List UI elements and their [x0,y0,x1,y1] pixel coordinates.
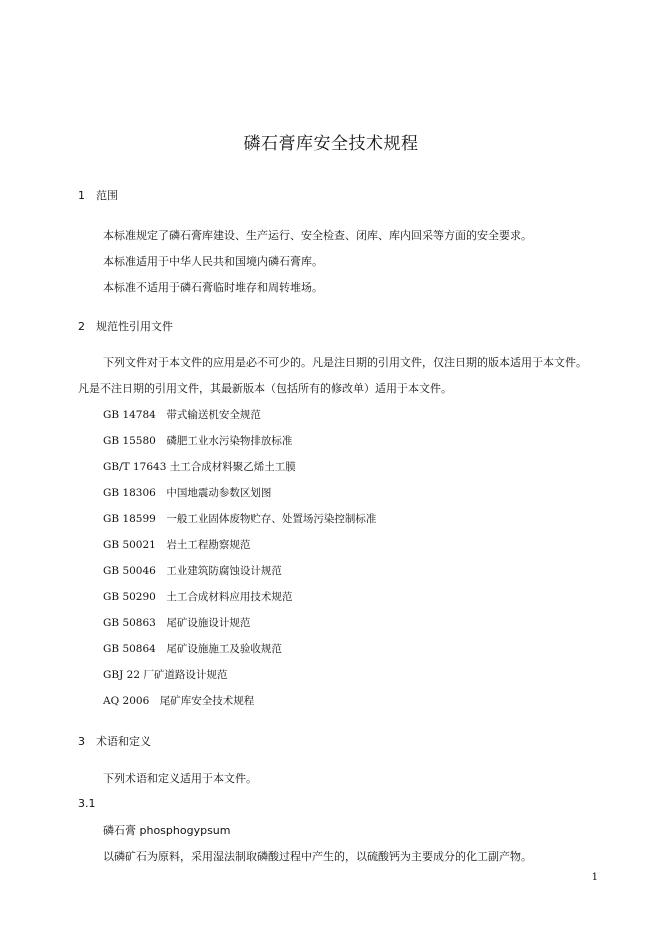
reference-item: GB 50046 工业建筑防腐蚀设计规范 [103,565,282,577]
reference-item: GB 18306 中国地震动参数区划图 [103,487,272,499]
paragraph-continuation: 凡是不注日期的引用文件，其最新版本（包括所有的修改单）适用于本文件。 [78,382,452,395]
subsection-number: 3.1 [78,797,96,810]
page-number: 1 [591,872,598,883]
paragraph: 本标准适用于中华人民共和国境内磷石膏库。 [103,255,323,268]
section-3-heading [78,733,151,749]
reference-item: GB 50863 尾矿设施设计规范 [103,617,251,629]
term-definition: 以磷矿石为原料，采用湿法制取磷酸过程中产生的，以硫酸钙为主要成分的化工副产物。 [103,850,532,863]
reference-item: GB 50021 岩土工程勘察规范 [103,539,251,551]
document-title: 磷石膏库安全技术规程 [243,134,419,154]
reference-item: GB 15580 磷肥工业水污染物排放标准 [103,435,293,447]
section-title: 范围 [96,189,118,202]
paragraph: 下列文件对于本文件的应用是必不可少的。凡是注日期的引用文件，仅注日期的版本适用于本文件。 [103,356,587,369]
reference-item: GB 50290 土工合成材料应用技术规范 [103,591,293,603]
reference-item: GBJ 22 厂矿道路设计规范 [103,669,228,681]
section-2-heading [78,318,173,334]
reference-item: GB 18599 一般工业固体废物贮存、处置场污染控制标准 [103,513,377,525]
reference-item: GB 14784 带式输送机安全规范 [103,409,261,421]
reference-item: AQ 2006 尾矿库安全技术规程 [103,695,255,707]
section-number: 3 [78,735,85,748]
section-number: 2 [78,320,85,333]
paragraph: 下列术语和定义适用于本文件。 [103,772,257,785]
paragraph: 本标准不适用于磷石膏临时堆存和周转堆场。 [103,281,323,294]
paragraph: 本标准规定了磷石膏库建设、生产运行、安全检查、闭库、库内回采等方面的安全要求。 [103,229,532,242]
reference-item: GB/T 17643 土工合成材料聚乙烯土工膜 [103,461,296,473]
reference-item: GB 50864 尾矿设施施工及验收规范 [103,643,282,655]
term-entry: 磷石膏 phosphogypsum [103,824,231,837]
section-number: 1 [78,189,85,202]
section-1-heading [78,187,118,203]
section-title: 规范性引用文件 [96,320,173,333]
section-title: 术语和定义 [96,735,151,748]
